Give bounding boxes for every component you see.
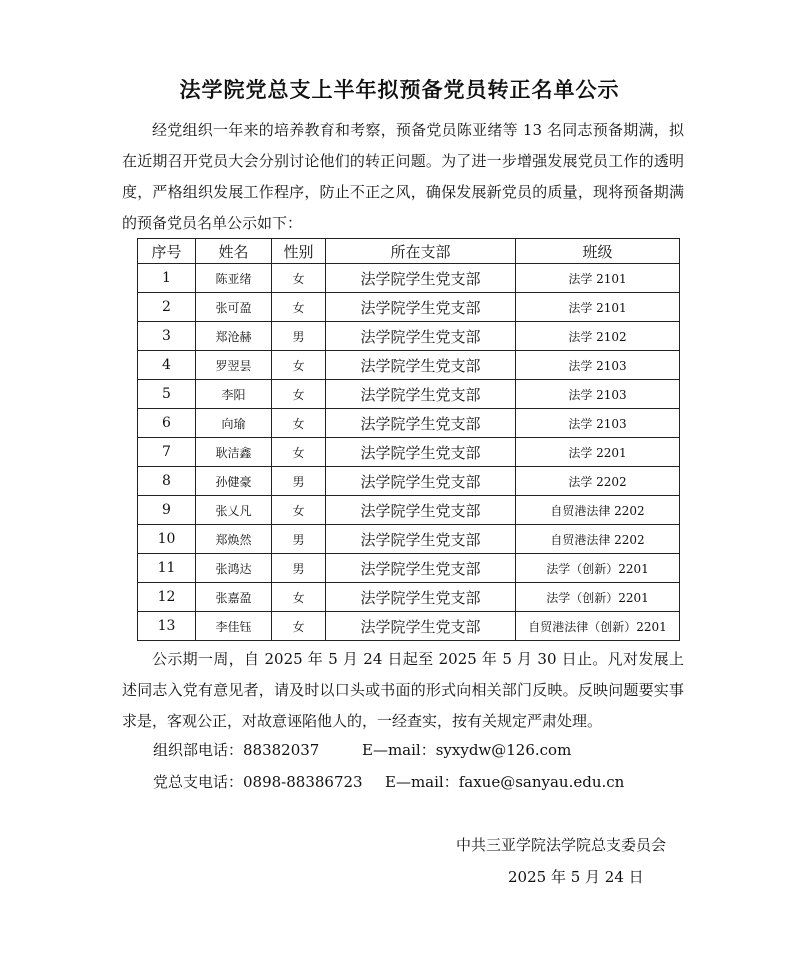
row-name: 李阳: [196, 380, 272, 409]
table-row: [138, 264, 680, 293]
row-branch: 法学院学生党支部: [326, 467, 516, 496]
row-index: 7: [138, 438, 196, 467]
row-name: 耿洁鑫: [196, 438, 272, 467]
row-branch: 法学院学生党支部: [326, 612, 516, 641]
table-row: [138, 380, 680, 409]
row-name: 张可盈: [196, 293, 272, 322]
row-class: 法学 2101: [516, 264, 680, 293]
row-gender: 男: [272, 467, 326, 496]
row-branch: 法学院学生党支部: [326, 380, 516, 409]
table-row: [138, 409, 680, 438]
row-index: 3: [138, 322, 196, 351]
row-name: 陈亚绪: [196, 264, 272, 293]
row-name: 张鸿达: [196, 554, 272, 583]
row-class: 法学 2101: [516, 293, 680, 322]
row-class: 法学 2103: [516, 351, 680, 380]
row-branch: 法学院学生党支部: [326, 583, 516, 612]
row-name: 孙健豪: [196, 467, 272, 496]
page-title: 法学院党总支上半年拟预备党员转正名单公示: [179, 78, 620, 102]
table-row: [138, 351, 680, 380]
table-header-row: [138, 239, 680, 264]
org-contact-line: [153, 739, 571, 760]
row-index: 5: [138, 380, 196, 409]
branch-email[interactable]: E—mail：faxue@sanyau.edu.cn: [385, 773, 625, 791]
signature-date: 2025 年 5 月 24 日: [508, 868, 644, 886]
row-class: 法学 2102: [516, 322, 680, 351]
row-class: 法学 2103: [516, 380, 680, 409]
row-gender: 女: [272, 380, 326, 409]
table-row: [138, 293, 680, 322]
row-name: 郑焕然: [196, 525, 272, 554]
row-name: 张嘉盈: [196, 583, 272, 612]
row-gender: 男: [272, 322, 326, 351]
table-row: [138, 583, 680, 612]
branch-contact-line: [153, 771, 624, 792]
row-branch: 法学院学生党支部: [326, 351, 516, 380]
table-row: [138, 496, 680, 525]
row-class: 自贸港法律（创新）2201: [516, 612, 680, 641]
row-class: 自贸港法律 2202: [516, 496, 680, 525]
row-gender: 女: [272, 438, 326, 467]
table-row: [138, 467, 680, 496]
branch-phone: 党总支电话：0898-88386723: [153, 773, 363, 791]
table-row: [138, 612, 680, 641]
row-branch: 法学院学生党支部: [326, 554, 516, 583]
intro-paragraph: 经党组织一年来的培养教育和考察，预备党员陈亚绪等 13 名同志预备期满，拟在近期召开党员大会分别讨论他们的转正问题。为了进一步增强发展党员工作的透明度，严格组织发展工作程序，防止不正之风，确保发展新党员的质量，现将预备期满的预备党员名单公示如下：: [122, 121, 684, 232]
row-gender: 女: [272, 409, 326, 438]
signature-organization: 中共三亚学院法学院总支委员会: [456, 836, 667, 854]
table-row: [138, 322, 680, 351]
row-index: 6: [138, 409, 196, 438]
table-row: [138, 525, 680, 554]
row-gender: 女: [272, 351, 326, 380]
header-index: 序号: [138, 239, 196, 264]
row-index: 8: [138, 467, 196, 496]
member-table: [137, 238, 680, 641]
row-class: 法学（创新）2201: [516, 583, 680, 612]
row-gender: 女: [272, 293, 326, 322]
row-index: 9: [138, 496, 196, 525]
row-index: 1: [138, 264, 196, 293]
row-class: 法学 2201: [516, 438, 680, 467]
row-index: 13: [138, 612, 196, 641]
row-name: 罗翌昙: [196, 351, 272, 380]
row-index: 4: [138, 351, 196, 380]
header-name: 姓名: [196, 239, 272, 264]
row-index: 10: [138, 525, 196, 554]
header-gender: 性别: [272, 239, 326, 264]
table-row: [138, 554, 680, 583]
header-branch: 所在支部: [326, 239, 516, 264]
row-class: 法学 2103: [516, 409, 680, 438]
row-index: 12: [138, 583, 196, 612]
row-class: 自贸港法律 2202: [516, 525, 680, 554]
row-gender: 女: [272, 496, 326, 525]
row-gender: 女: [272, 264, 326, 293]
row-index: 2: [138, 293, 196, 322]
org-phone: 组织部电话：88382037: [153, 741, 320, 759]
org-email[interactable]: E—mail：syxydw@126.com: [362, 741, 572, 759]
row-name: 李佳钰: [196, 612, 272, 641]
row-name: 张乂凡: [196, 496, 272, 525]
row-gender: 男: [272, 554, 326, 583]
row-branch: 法学院学生党支部: [326, 525, 516, 554]
row-gender: 男: [272, 525, 326, 554]
row-branch: 法学院学生党支部: [326, 496, 516, 525]
row-name: 郑沧赫: [196, 322, 272, 351]
row-branch: 法学院学生党支部: [326, 293, 516, 322]
row-index: 11: [138, 554, 196, 583]
row-class: 法学（创新）2201: [516, 554, 680, 583]
row-branch: 法学院学生党支部: [326, 322, 516, 351]
row-gender: 女: [272, 612, 326, 641]
row-branch: 法学院学生党支部: [326, 438, 516, 467]
row-branch: 法学院学生党支部: [326, 264, 516, 293]
row-gender: 女: [272, 583, 326, 612]
row-class: 法学 2202: [516, 467, 680, 496]
table-row: [138, 438, 680, 467]
header-class: 班级: [516, 239, 680, 264]
row-name: 向瑜: [196, 409, 272, 438]
row-branch: 法学院学生党支部: [326, 409, 516, 438]
notice-paragraph: 公示期一周，自 2025 年 5 月 24 日起至 2025 年 5 月 30 日止。凡对发展上述同志入党有意见者，请及时以口头或书面的形式向相关部门反映。反映问题要实事求是，客观公正，对故意诬陷他人的，一经查实，按有关规定严肃处理。: [122, 650, 684, 730]
